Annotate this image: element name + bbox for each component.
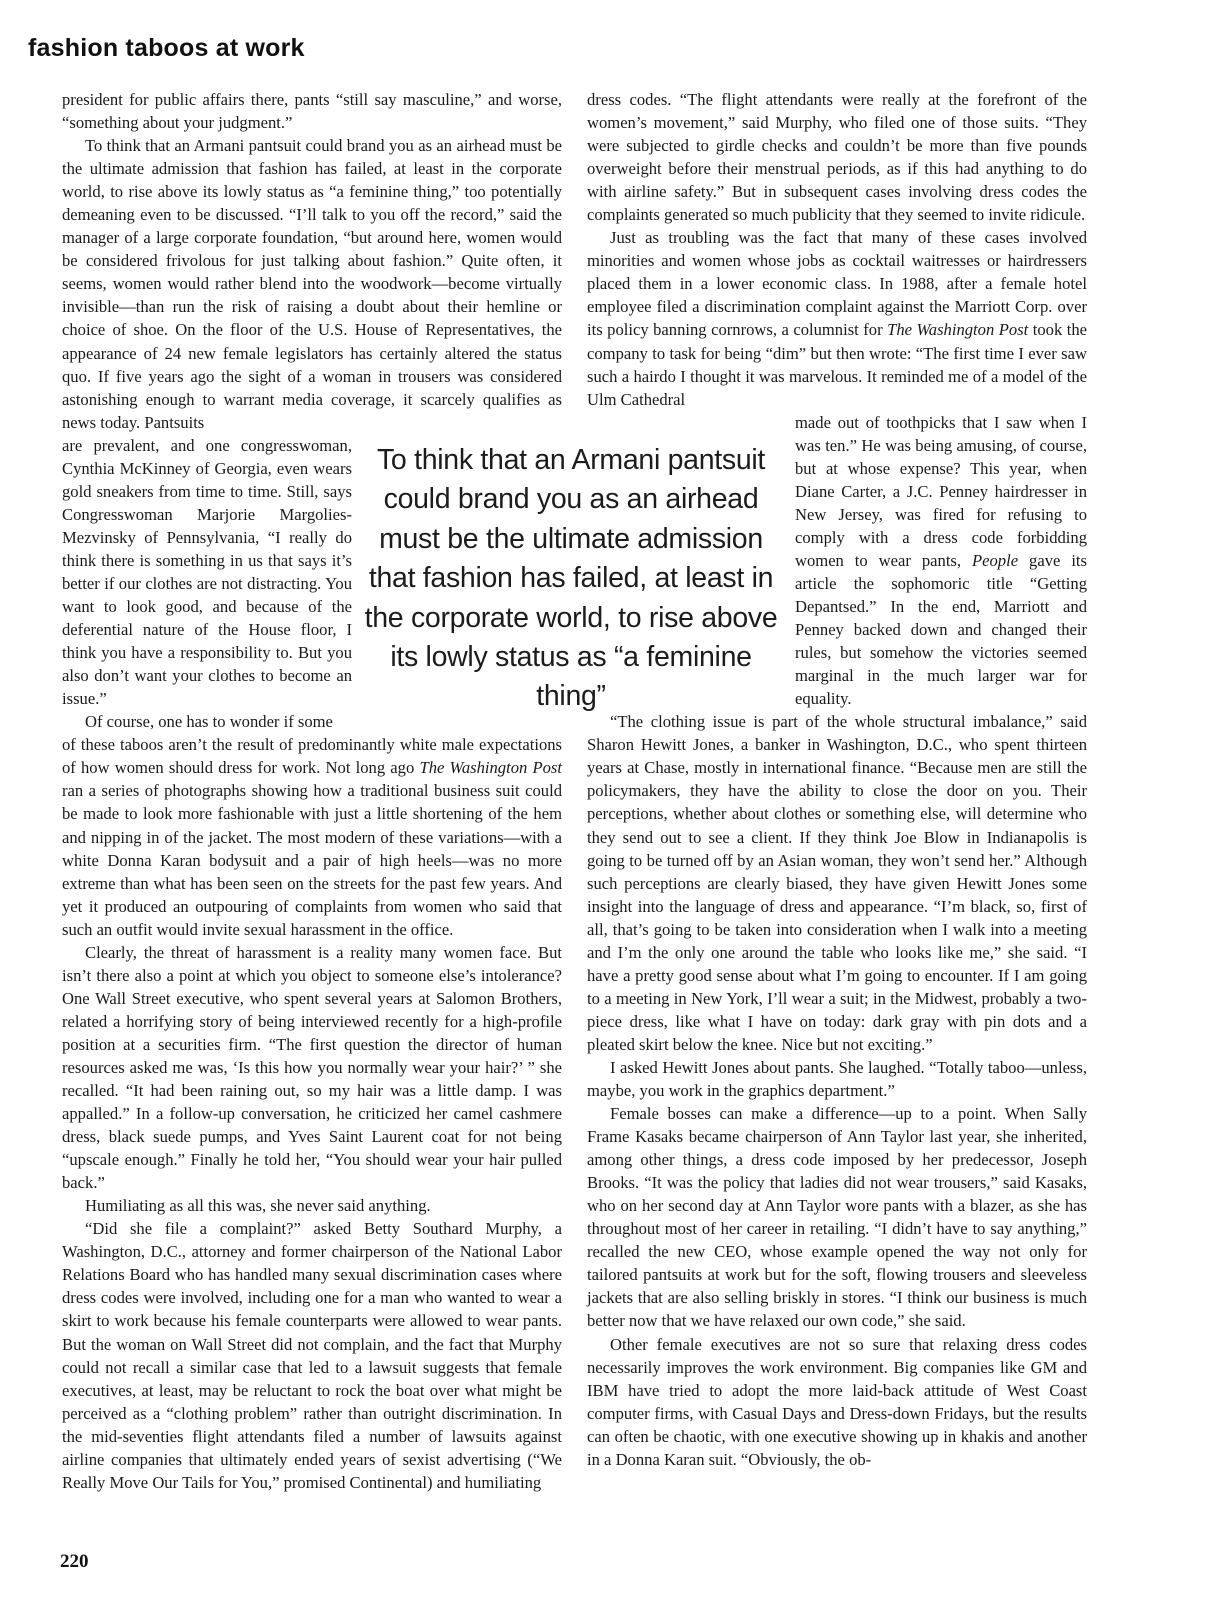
- paragraph: Female bosses can make a difference—up to a point. When Sally Frame Kasaks became chairperson of Ann Taylor last year, she inherited, among other things, a dress code imposed by her predecessor, Joseph Brooks. “It was the policy that ladies did not wear trousers,” said Kasaks, who on her second day at Ann Taylor wore pants with a blazer, as she has throughout most of her career in retailing. “I didn’t have to say anything,” recalled the new CEO, whose example opened the way not only for tailored pantsuits at work but for the soft, flowing trousers and sleeveless jackets that are also selling briskly in stores. “I think our business is much better now that we have relaxed our own code,” she said.: [587, 1104, 1087, 1331]
- paragraph: I asked Hewitt Jones about pants. She laughed. “Totally taboo—unless, maybe, you work in the graphics department.”: [587, 1057, 1087, 1101]
- paragraph: dress codes. “The flight attendants were really at the forefront of the women’s movement,” said Murphy, who filed one of those suits. “They were subjected to girdle checks and couldn’t be more than five pounds overweight before their menstrual periods, as if this had anything to do with airline safety.” But in subsequent cases involving dress codes the complaints generated so much publicity that they seemed to invite ridicule.: [587, 90, 1087, 225]
- paragraph: president for public affairs there, pants “still say masculine,” and worse, “something about your judgment.”: [62, 90, 562, 133]
- publication-name: People: [972, 550, 1019, 570]
- paragraph: of these taboos aren’t the result of predominantly white male expectations of how women should dress for work. Not long ago The Washington Post ran a series of photographs showing how a traditional business suit could be made to look more fashionable with just a little shortening of the hem and nipping in of the jacket. The most modern of these variations—with a white Donna Karan bodysuit and a pair of high heels—was no more extreme than what has been seen on the streets for the past few years. And yet it produced an outpouring of complaints from women who said that such an outfit would invite sexual harassment in the office.: [62, 735, 562, 939]
- paragraph: Clearly, the threat of harassment is a reality many women face. But isn’t there also a point at which you object to someone else’s intolerance? One Wall Street executive, who spent several years at Salomon Brothers, related a horrifying story of being interviewed recently for a high-profile position at a securities firm. “The first question the director of human resources asked me was, ‘Is this how you normally wear your hair?’ ” she recalled. “It had been raining out, so my hair was a little damp. I was appalled.” In a follow-up conversation, he criticized her camel cashmere dress, black suede pumps, and Yves Saint Laurent coat for not being “upscale enough.” Finally he told her, “You should wear your hair pulled back.”: [62, 942, 562, 1193]
- paragraph: Just as troubling was the fact that many of these cases involved minorities and women whose jobs as cocktail waitresses or hairdressers placed them in a lower economic class. In 1988, after a female hotel employee filed a discrimination complaint against the Marriott Corp. over its policy banning cornrows, a columnist for The Washington Post took the company to task for being “dim” but then wrote: “The first time I ever saw such a hairdo I thought it was marvelous. It reminded me of a model of the Ulm Cathedral: [587, 228, 1088, 409]
- section-title: fashion taboos at work: [28, 34, 305, 62]
- paragraph: Other female executives are not so sure that relaxing dress codes necessarily improves the work environment. Big companies like GM and IBM have tried to adopt the more laid-back attitude of West Coast computer firms, with Casual Days and Dress-down Fridays, but the results can often be chaotic, with one executive showing up in khakis and another in a Donna Karan suit. “Obviously, the ob-: [587, 1334, 1087, 1469]
- paragraph: Humiliating as all this was, she never said anything.: [85, 1196, 431, 1216]
- paragraph: “The clothing issue is part of the whole structural imbalance,” said Sharon Hewitt Jones, a banker in Washington, D.C., who spent thirteen years at Chase, mostly in international finance. “Because men are still the policymakers, they have the ability to close the door on you. Their perceptions, whether about clothes or something else, will determine who they send out to see a client. If they think Joe Blow in Indianapolis is going to be turned off by an Asian woman, they won’t send her.” Although such perceptions are clearly biased, they have given Hewitt Jones some insight into the language of dress and appearance. “I’m black, so, first of all, that’s going to be taken into consideration when I walk into a meeting and I’m the only one around the table who looks like me,” she said. “I have a pretty good sense about what I’m going to encounter. If I am going to a meeting in New York, I’ll wear a suit; in the Midwest, probably a two-piece dress, like what I have on today: dark gray with pin dots and a pleated skirt below the knee. Nice but not exciting.”: [587, 712, 1087, 1054]
- publication-name: The Washington Post: [419, 758, 562, 778]
- right-column: [587, 88, 1087, 1471]
- paragraph: are prevalent, and one congresswoman, Cynthia McKinney of Georgia, even wears gold sneakers from time to time. Still, says Congresswoman Marjorie Margolies-Mezvinsky of Pennsylvania, “I really do think there is something in us that says it’s better if our clothes are not distracting. You want to look good, and because of the deferential nature of the House floor, I think you have a responsibility to. But you also don’t want your clothes to become an issue.”: [62, 435, 352, 709]
- page-number: 220: [60, 1551, 89, 1572]
- paragraph: Of course, one has to wonder if some: [85, 712, 333, 732]
- pull-quote: To think that an Armani pantsuit could brand you as an airhead must be the ultimate admission that fashion has failed, at least in the corporate world, to rise above its lowly status as “a feminine thing”: [364, 444, 778, 713]
- publication-name: The Washington Post: [887, 320, 1029, 340]
- left-column: [62, 88, 562, 1494]
- paragraph: made out of toothpicks that I saw when I was ten.” He was being amusing, of course, but at whose expense? This year, when Diane Carter, a J.C. Penney hairdresser in New Jersey, was fired for refusing to comply with a dress code forbidding women to wear pants, People gave its article the sophomoric title “Getting Depantsed.” In the end, Marriott and Penney backed down and changed their rules, but somehow the victories seemed marginal in the much larger war for equality.: [795, 412, 1087, 709]
- paragraph: “Did she file a complaint?” asked Betty Southard Murphy, a Washington, D.C., attorney and former chairperson of the National Labor Relations Board who has handled many sexual discrimination cases where dress codes were involved, including one for a man who wanted to wear a skirt to work because his female counterparts were allowed to wear pants. But the woman on Wall Street did not complain, and the fact that Murphy could not recall a similar case that led to a lawsuit suggests that female executives, at least, may be reluctant to rock the boat over what might be perceived as a “clothing problem” rather than outright discrimination. In the mid-seventies flight attendants filed a number of lawsuits against airline companies that ultimately ended years of sexist advertising (“We Really Move Our Tails for You,” promised Continental) and humiliating: [62, 1219, 562, 1492]
- paragraph: To think that an Armani pantsuit could brand you as an airhead must be the ultimate admission that fashion has failed, at least in the corporate world, to rise above its lowly status as “a feminine thing,” too potentially demeaning even to be discussed. “I’ll talk to you off the record,” said the manager of a large corporate foundation, “but around here, women would be considered frivolous for just talking about fashion.” Quite often, it seems, women would rather blend into the woodwork—become virtually invisible—than run the risk of raising a doubt about their hemline or choice of shoe. On the floor of the U.S. House of Representatives, the appearance of 24 new female legislators has certainly altered the status quo. If five years ago the sight of a woman in trousers was considered astonishing enough to warrant media coverage, it scarcely qualifies as news today. Pantsuits: [62, 136, 562, 432]
